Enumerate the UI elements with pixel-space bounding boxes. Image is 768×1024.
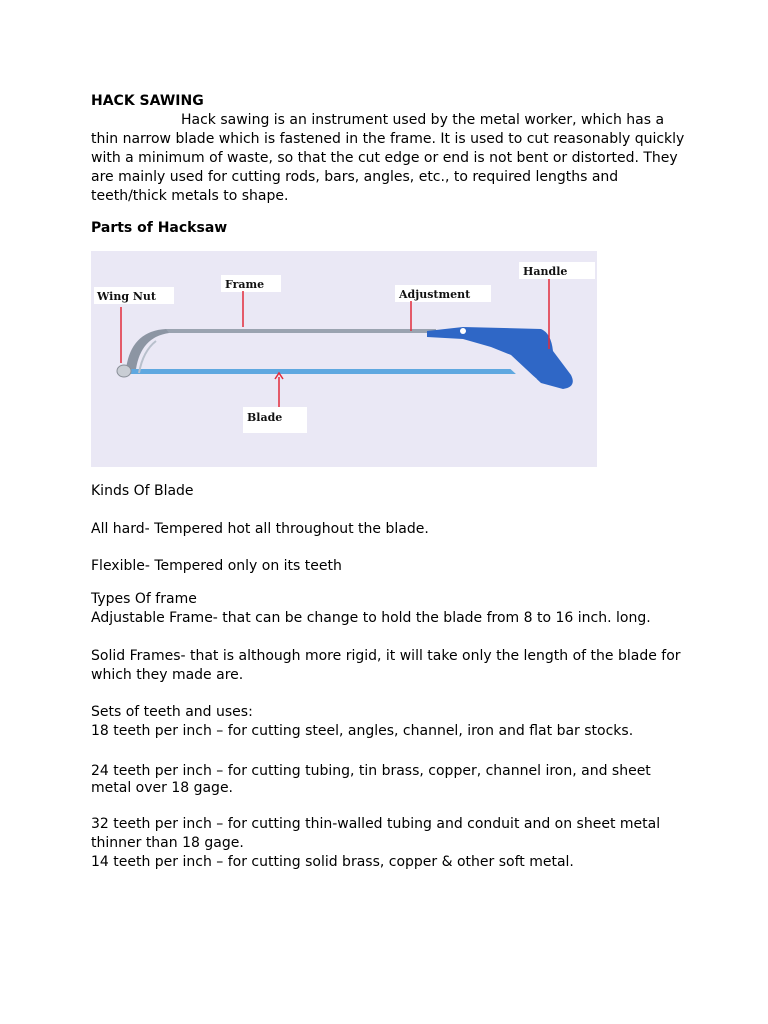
hacksaw-diagram <box>91 251 597 467</box>
intro-line-2: thin narrow blade which is fastened in the frame. It is used to cut reasonably quickly <box>91 131 685 147</box>
intro-line-3: with a minimum of waste, so that the cut edge or end is not bent or distorted. They <box>91 150 678 166</box>
kind-all-hard: All hard- Tempered hot all throughout the blade. <box>91 521 429 537</box>
teeth-24-line-1: 24 teeth per inch – for cutting tubing, tin brass, copper, channel iron, and sheet <box>91 763 651 779</box>
heading-types-of-frame: Types Of frame <box>91 591 197 607</box>
wing-nut <box>117 365 131 377</box>
hacksaw-figure <box>91 251 597 467</box>
heading-parts: Parts of Hacksaw <box>91 220 228 236</box>
type-solid-line-2: which they made are. <box>91 667 244 683</box>
teeth-32-line-1: 32 teeth per inch – for cutting thin-walled tubing and conduit and on sheet metal <box>91 816 661 832</box>
blade <box>127 369 517 374</box>
intro-line-4: are mainly used for cutting rods, bars, angles, etc., to required lengths and <box>91 169 619 185</box>
handle-rivet <box>460 328 466 334</box>
intro-line-1: Hack sawing is an instrument used by the metal worker, which has a <box>181 112 665 128</box>
frame-bar <box>166 329 436 333</box>
intro-line-5: teeth/thick metals to shape. <box>91 188 289 204</box>
teeth-24-line-2: metal over 18 gage. <box>91 780 234 796</box>
heading-hack-sawing: HACK SAWING <box>91 93 204 109</box>
type-adjustable: Adjustable Frame- that can be change to hold the blade from 8 to 16 inch. long. <box>91 610 651 626</box>
blade-label: Blade <box>247 411 283 424</box>
type-solid-line-1: Solid Frames- that is although more rigid, it will take only the length of the blade for <box>91 648 681 664</box>
kind-flexible: Flexible- Tempered only on its teeth <box>91 558 342 574</box>
handle-label: Handle <box>523 265 568 278</box>
adjustment-label: Adjustment <box>399 288 471 301</box>
wing-nut-label: Wing Nut <box>97 290 156 303</box>
heading-sets-of-teeth: Sets of teeth and uses: <box>91 704 253 720</box>
teeth-14: 14 teeth per inch – for cutting solid brass, copper & other soft metal. <box>91 854 574 870</box>
heading-kinds-of-blade: Kinds Of Blade <box>91 483 194 499</box>
teeth-32-line-2: thinner than 18 gage. <box>91 835 244 851</box>
frame-label: Frame <box>225 278 265 291</box>
teeth-18: 18 teeth per inch – for cutting steel, angles, channel, iron and flat bar stocks. <box>91 723 634 739</box>
